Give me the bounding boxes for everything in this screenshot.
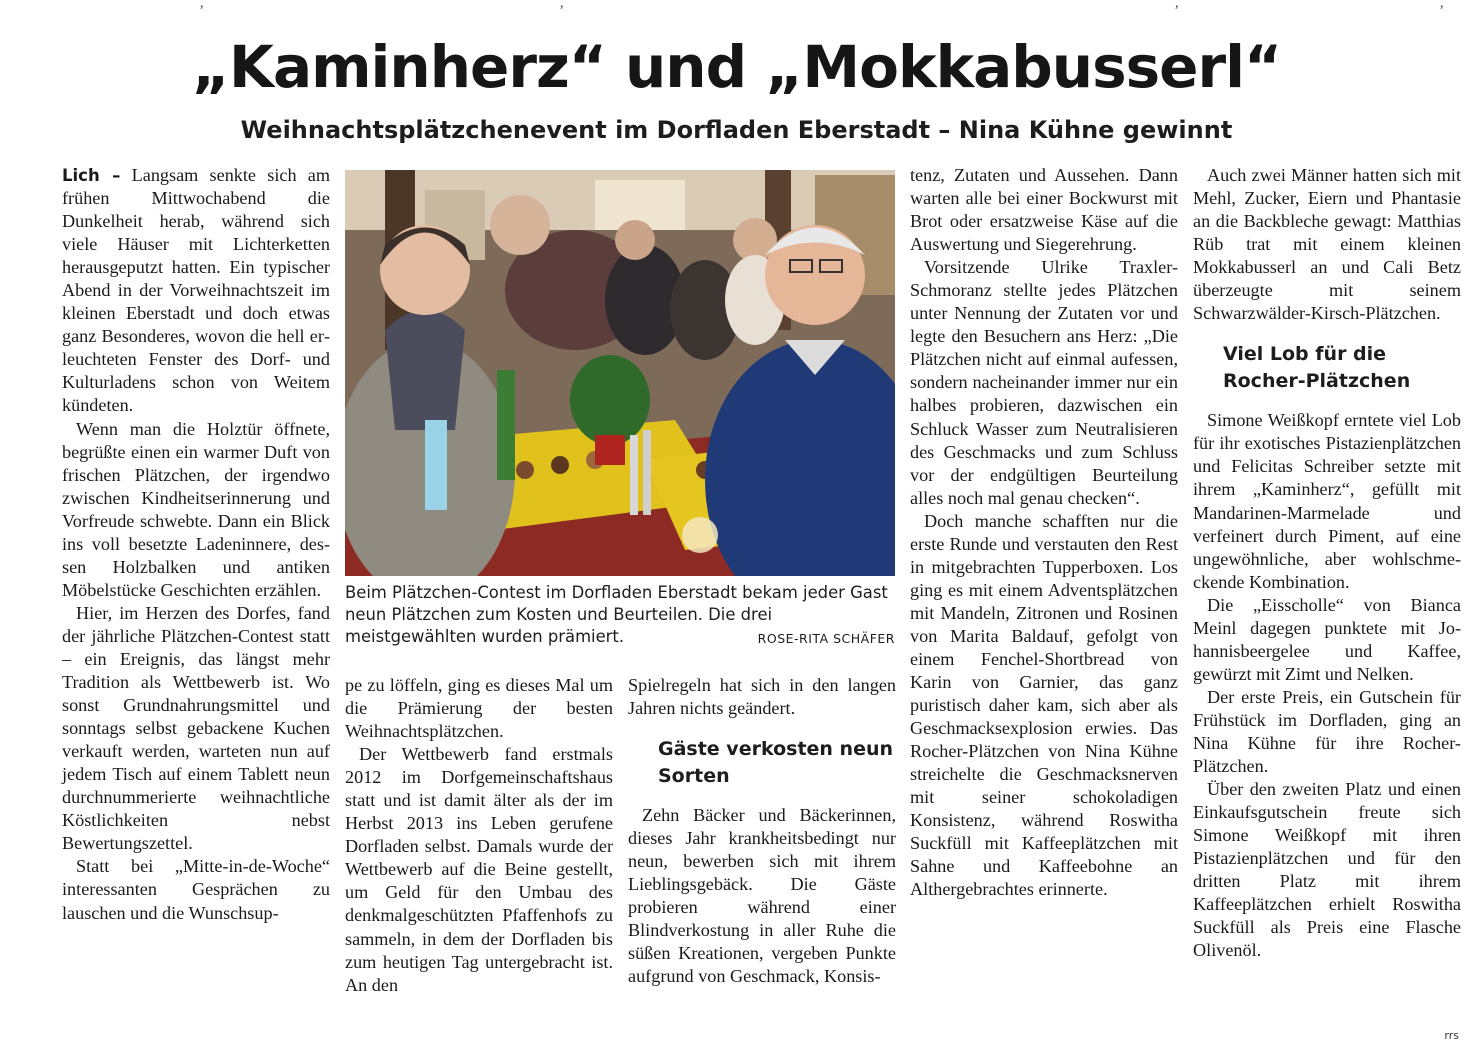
paragraph: tenz, Zutaten und Aussehen. Dann warten alle bei einer Bockwurst mit Brot oder ersatzweise Käse auf die Auswertung und Siegerehrung. bbox=[910, 165, 1178, 255]
paragraph: Lich – Langsam senkte sich am frühen Mittwochabend die Dunkelheit herab, während sich viele Häuser mit Lichterketten herausgeputzt hatten. Ein typischer Abend in der Vorweihnachtszeit im kleinen Eberstadt und doch etwas ganz Besonderes, wovon die hell erleuchteten Fenster des Dorf- und Kulturladens schon von Weitem kündeten. bbox=[62, 165, 330, 416]
paragraph: pe zu löffeln, ging es dieses Mal um die Prämierung der besten Weihnachtsplätzchen. bbox=[345, 675, 613, 742]
cropped-previous-text-strip: , , , , bbox=[200, 0, 1444, 11]
article-column-4 bbox=[910, 164, 1178, 1026]
section-heading: Gäste verkosten neun Sorten bbox=[658, 738, 894, 788]
photo-illustration bbox=[345, 170, 895, 576]
paragraph: Statt bei „Mitte-in-de-Woche“ interessanten Gesprächen zu lauschen und die Wunschsup- bbox=[62, 856, 330, 923]
paragraph: Wenn man die Holztür öffnete, begrüßte einen ein warmer Duft von frischen Plätzchen, der irgendwo zwischen Kindheitserinnerung und Vorfreude schwebte. Dann ein Blick ins voll besetzte Ladeninnere, dessen Holzbalken und antiken Möbelstücke Geschichten erzählen. bbox=[62, 418, 330, 600]
subheadline: Weihnachtsplätzchenevent im Dorfladen Eberstadt – Nina Kühne gewinnt bbox=[240, 116, 1233, 144]
paragraph: Hier, im Herzen des Dorfes, fand der jährliche Plätzchen-Contest statt – ein Ereignis, das längst mehr Tradition als Wettbewerb ist. Wo sonst Grundnahrungsmittel und sonntags selbst gebackene Kuchen verkauft werden, warteten nun auf jedem Tisch auf einem Tablett neun durchnummerierte weihnachtliche Köstlichkeiten nebst Bewertungszettel. bbox=[62, 602, 330, 854]
article-column-2 bbox=[345, 674, 613, 1026]
paragraph: Spielregeln hat sich in den langen Jahren nichts geändert. bbox=[628, 675, 896, 719]
photo-credit: ROSE-RITA SCHÄFER bbox=[757, 631, 895, 646]
author-initials: rrs bbox=[1444, 1029, 1459, 1042]
paragraph: Vorsitzende Ulrike Traxler-Schmoranz stellte jedes Plätzchen unter Nennung der Zutaten vor und legte den Besuchern ans Herz: „Die Plätzchen nicht auf einmal aufessen, sondern nacheinander immer nur ein halbes probieren, dazwischen ein Schluck Wasser zum Neutralisieren des Geschmacks und zum Schluss vor der endgültigen Beurteilung alles noch mal genau checken“. bbox=[910, 257, 1178, 508]
paragraph: Die „Eisscholle“ von Bianca Meinl dagegen punktete mit Johannisbeergelee und Kaffee, gewürzt mit Zimt und Nelken. bbox=[1193, 594, 1461, 684]
paragraph: Der erste Preis, ein Gutschein für Frühstück im Dorfladen, ging an Nina Kühne für ihre Rocher-Plätzchen. bbox=[1193, 686, 1461, 777]
photo-caption: Beim Plätzchen-Contest im Dorfladen Eberstadt bekam jeder Gast neun Plätzchen zum Kosten und Beurteilen. Die drei meistgewählten wurden prämiert. ROSE-RITA SCHÄFER bbox=[345, 582, 895, 650]
paragraph: Doch manche schafften nur die erste Runde und verstauten den Rest in mitgebrachten Tupperboxen. Los ging es mit einem Adventsplätzchen mit Mandeln, Zitronen und Rosinen von Marita Baldauf, gefolgt von einem Fenchel-Shortbread von Karin von Garnier, das ganz puristisch daher kam, sich aber als Geschmacksexplosion erwies. Das Rocher-Plätzchen von Nina Kühne streichelte die Geschmacksnerven mit seiner schokoladigen Konsistenz, während Roswitha Suckfüll mit Kaffeeplätzchen mit Sahne und Kaffeebohne an Althergebrachtes erinnerte. bbox=[910, 510, 1178, 900]
article-column-3 bbox=[628, 674, 896, 1026]
section-heading: Viel Lob für die Rocher-Plätzchen bbox=[1223, 343, 1411, 393]
dateline: Lich – bbox=[62, 166, 121, 185]
paragraph: Über den zweiten Platz und einen Einkaufsgutschein freute sich Simone Weißkopf mit ihren Pistazienplätzchen und für den dritten Platz mit ihrem Kaffeeplätzchen erhielt Roswitha Suckfüll als Preis eine Flasche Olivenöl. bbox=[1193, 779, 1461, 961]
paragraph: Simone Weißkopf erntete viel Lob für ihr exotisches Pistazienplätzchen und Felicitas Schreiber setzte mit ihrem „Kaminherz“, gefüllt mit Mandarinen-Marmelade und verfeinert durch Piment, auf eine ungewöhnliche, aber wohlschmeckende Kombination. bbox=[1193, 410, 1461, 592]
article-photo bbox=[345, 170, 895, 576]
headline: „Kaminherz“ und „Mokkabusserl“ bbox=[191, 33, 1282, 101]
paragraph: Auch zwei Männer hatten sich mit Mehl, Zucker, Eiern und Phantasie an die Backbleche gewagt: Matthias Rüb trat mit einem kleinen Mokkabusserl an und Cali Betz überzeugte mit seinem Schwarzwälder-Kirsch-Plätzchen. bbox=[1193, 165, 1461, 324]
article-column-1 bbox=[62, 164, 330, 1024]
paragraph: Der Wettbewerb fand erstmals 2012 im Dorfgemeinschaftshaus statt und ist damit älter als der im Herbst 2013 ins Leben gerufene Dorfladen selbst. Damals wurde der Wettbewerb auf die Beine gestellt, um Geld für den Umbau des denkmalgeschützten Pfaffenhofs zu sammeln, in dem der Dorfladen bis zum heutigen Tag untergebracht ist. An den bbox=[345, 744, 613, 995]
article-column-5 bbox=[1193, 164, 1461, 1026]
paragraph: Zehn Bäcker und Bäckerinnen, dieses Jahr krankheitsbedingt nur neun, bewerben sich mit ihrem Lieblingsgebäck. Die Gäste probieren während einer Blindverkostung in aller Ruhe die süßen Kreationen, vergeben Punkte aufgrund von Geschmack, Konsis- bbox=[628, 805, 896, 987]
